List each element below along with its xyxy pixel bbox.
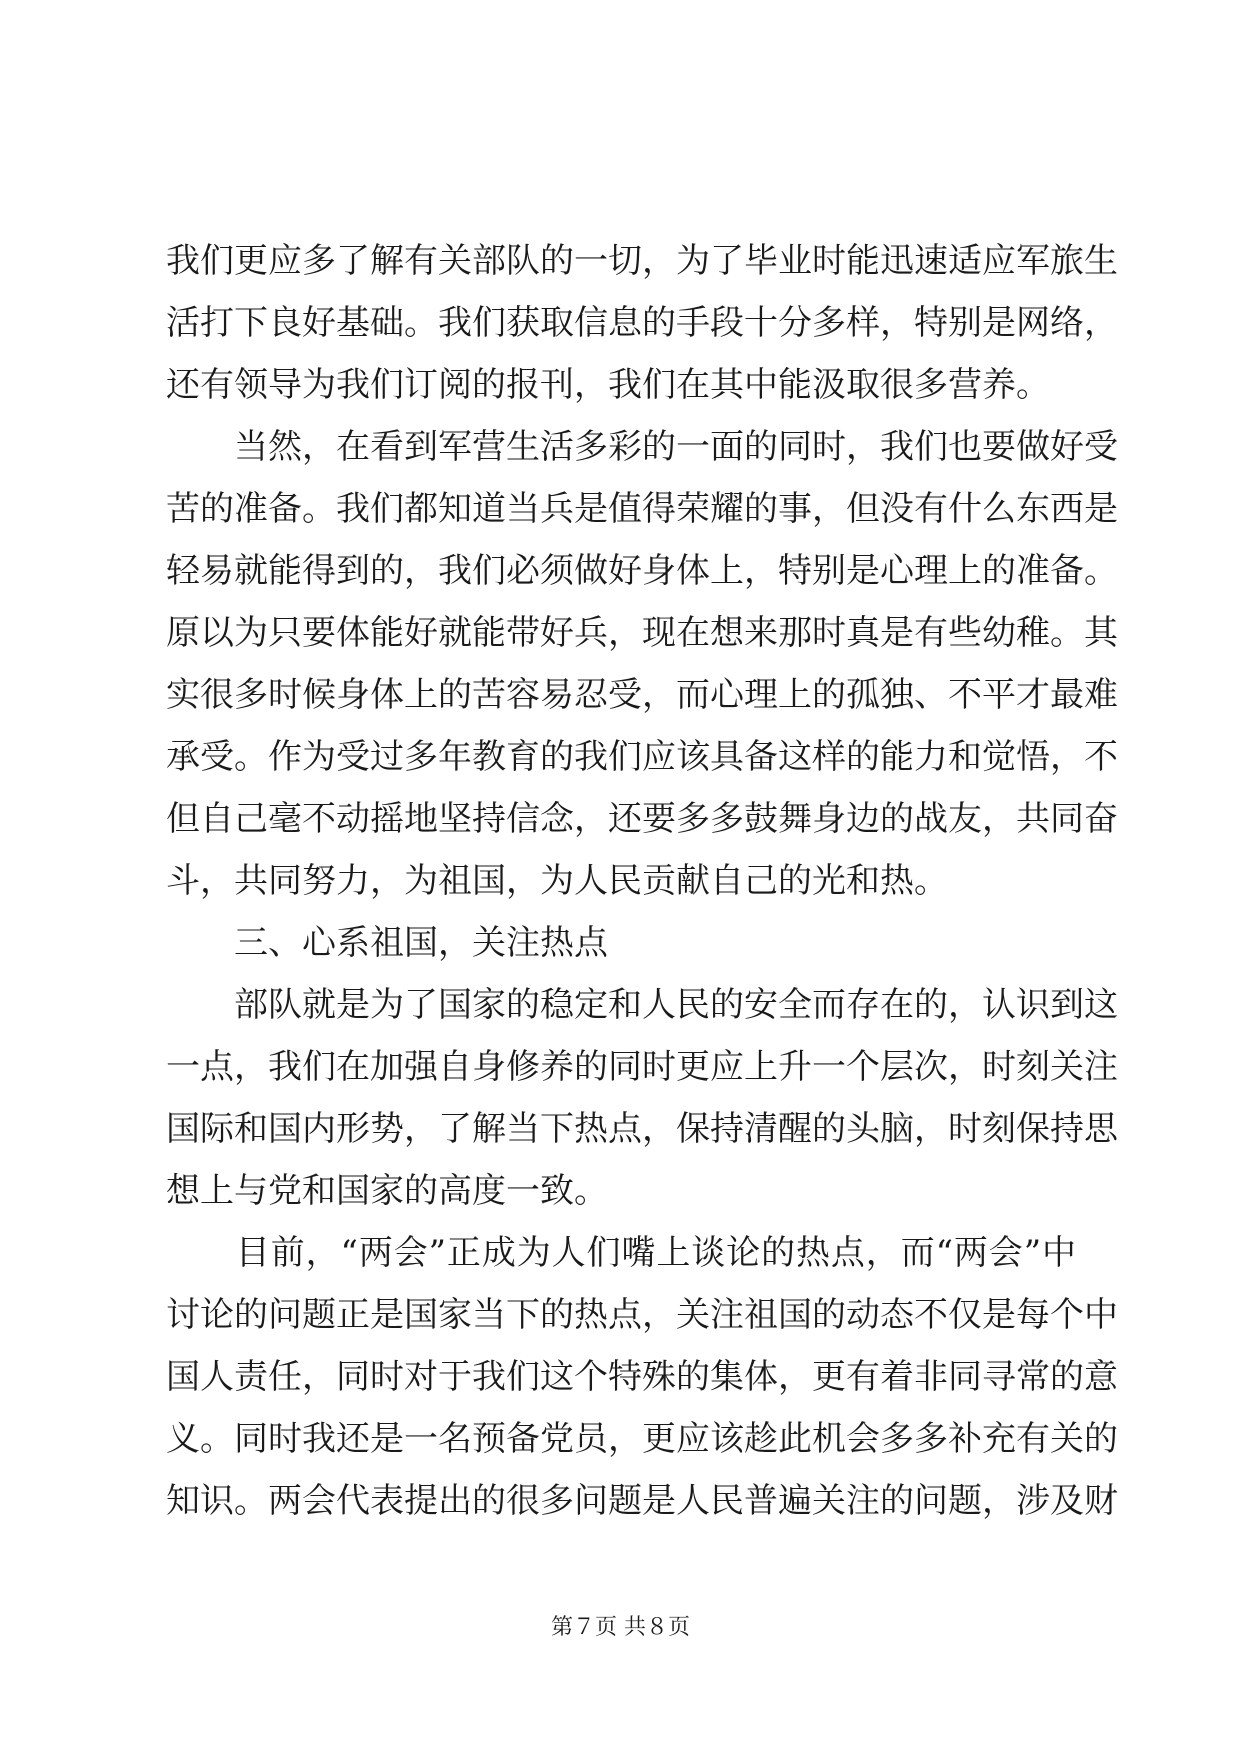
section-heading: 三、心系祖国，关注热点 (166, 923, 608, 963)
text-line-1: 我们更应多了解有关部队的一切，为了毕业时能迅速适应军旅生 (166, 241, 1118, 281)
text-line-21: 知识。两会代表提出的很多问题是人民普遍关注的问题，涉及财 (166, 1481, 1118, 1521)
text-line-2: 活打下良好基础。我们获取信息的手段十分多样，特别是网络， (166, 303, 1118, 343)
text-line-16: 想上与党和国家的高度一致。 (166, 1171, 608, 1211)
text-line-5: 苦的准备。我们都知道当兵是值得荣耀的事，但没有什么东西是 (166, 489, 1118, 529)
text-line-3: 还有领导为我们订阅的报刊，我们在其中能汲取很多营养。 (166, 365, 1050, 405)
text-line-6: 轻易就能得到的，我们必须做好身体上，特别是心理上的准备。 (166, 551, 1118, 591)
text-line-14: 一点，我们在加强自身修养的同时更应上升一个层次，时刻关注 (166, 1047, 1118, 1087)
page-number-footer: 第７页 共８页 (551, 1615, 690, 1640)
text-line-9: 承受。作为受过多年教育的我们应该具备这样的能力和觉悟，不 (166, 737, 1118, 777)
text-line-8: 实很多时候身体上的苦容易忍受，而心理上的孤独、不平才最难 (166, 675, 1118, 715)
text-line-18: 讨论的问题正是国家当下的热点，关注祖国的动态不仅是每个中 (166, 1295, 1118, 1335)
text-line-13: 部队就是为了国家的稳定和人民的安全而存在的，认识到这 (166, 985, 1118, 1025)
text-line-15: 国际和国内形势，了解当下热点，保持清醒的头脑，时刻保持思 (166, 1109, 1118, 1149)
text-line-4: 当然，在看到军营生活多彩的一面的同时，我们也要做好受 (166, 427, 1118, 467)
text-line-7: 原以为只要体能好就能带好兵，现在想来那时真是有些幼稚。其 (166, 613, 1118, 653)
body-text (166, 230, 1118, 1532)
text-line-10: 但自己毫不动摇地坚持信念，还要多多鼓舞身边的战友，共同奋 (166, 799, 1118, 839)
text-line-20: 义。同时我还是一名预备党员，更应该趁此机会多多补充有关的 (166, 1419, 1118, 1459)
text-line-11: 斗，共同努力，为祖国，为人民贡献自己的光和热。 (166, 861, 948, 901)
text-line-17: 目前，“两会”正成为人们嘴上谈论的热点，而“两会”中 (166, 1233, 1076, 1273)
text-line-19: 国人责任，同时对于我们这个特殊的集体，更有着非同寻常的意 (166, 1357, 1118, 1397)
